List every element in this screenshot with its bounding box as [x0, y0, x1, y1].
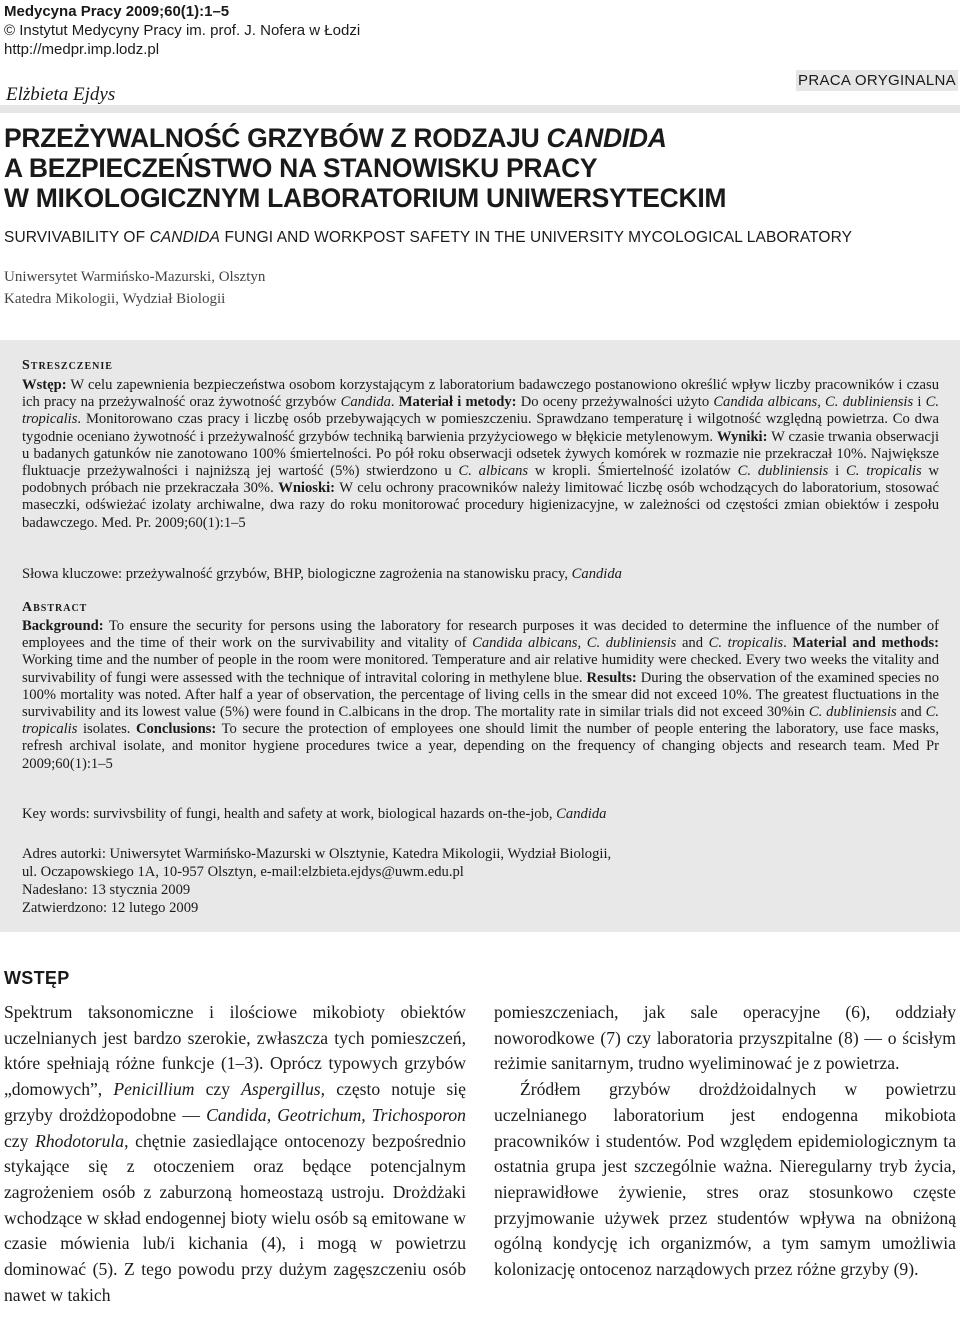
text-italic: C. tropicalis — [22, 394, 939, 428]
english-title-c: FUNGI AND WORKPOST SAFETY IN THE UNIVERSITY MYCOLOGICAL LABORATORY — [220, 229, 853, 246]
body-column-left — [4, 1000, 466, 1308]
label-wstep: Wstęp: — [22, 377, 67, 393]
label-wyniki: Wyniki: — [716, 428, 768, 445]
text-segment: i — [828, 463, 847, 480]
affiliation — [4, 266, 265, 310]
text-segment: . Monitorowano czas pracy i liczbę osób przebywających w pomieszczeniu. Sprawdzano temperaturę i wilgotność względną powietrza. Co dwa tygodnie oceniano żywotność i przeżywalność grzybów techniką barwienia przyżyciowego w błękicie metylenowym. — [22, 411, 939, 445]
text-italic: C. tropicalis — [22, 704, 939, 738]
label-background: Background: — [22, 618, 104, 634]
title-genus: CANDIDA — [546, 123, 667, 153]
journal-citation: Medycyna Pracy 2009;60(1):1–5 — [4, 3, 230, 20]
text-segment: w podobnych próbach nie przekraczała 30%. — [22, 463, 939, 497]
article-type-badge: PRACA ORYGINALNA — [796, 70, 958, 91]
paragraph: Źródłem grzybów drożdżoidalnych w powietrzu uczelnianego laboratorium jest endogenna mikobiota pracowników i studentów. Pod względem epidemiologicznym ta ostatnia grupa jest szczególnie ważna. Nieregularny tryb życia, nieprawidłowe żywienie, stres oraz stosunkowo częste przyjmowanie używek przez studentów wpływa na obniżoną ogólną kondycję ich organizmów, a tym samym umożliwia kolonizację ontocenoz narządowych przez różne grzyby (9). — [494, 1079, 956, 1280]
title-divider — [0, 105, 960, 113]
text-segment: W celu zapewnienia bezpieczeństwa osobom korzystającym z laboratorium badawczego postanowiono określić wpływ liczby pracowników i czasu ich pracy na przeżywalność oraz żywotność grzybów — [22, 377, 939, 411]
text-italic: Candida albicans, C. dubliniensis — [472, 635, 677, 652]
text-segment: . — [390, 394, 399, 411]
text-italic: C. dubliniensis — [808, 704, 897, 721]
text-segment: . — [783, 635, 793, 652]
body-column-right — [494, 1000, 956, 1283]
text-segment: w kropli. Śmiertelność izolatów — [528, 463, 738, 480]
label-methods: Material and methods: — [792, 635, 940, 652]
key-words — [22, 806, 939, 823]
text-italic: Candida — [340, 394, 391, 411]
text-italic: C. tropicalis — [846, 463, 922, 480]
text-segment: często notuje się grzyby drożdżopodobne — — [4, 1079, 466, 1125]
text-italic: Aspergillus, — [241, 1079, 326, 1100]
text-segment: Słowa kluczowe: przeżywalność grzybów, BHP, biologiczne zagrożenia na stanowisku pracy, — [22, 566, 572, 582]
received-date: Nadesłano: 13 stycznia 2009 — [22, 882, 191, 898]
affiliation-university: Uniwersytet Warmińsko-Mazurski, Olsztyn — [4, 269, 266, 285]
author-address — [22, 845, 611, 917]
text-segment: czy — [4, 1130, 36, 1151]
slowa-kluczowe — [22, 566, 939, 583]
text-italic: Penicillium — [113, 1079, 195, 1100]
text-segment: To secure the protection of employees one should limit the number of people entering the laboratory, use face masks, refresh archival isolate, and monitor hygiene procedures twice a year, depending on the frequency of changing objects and research team. Med Pr 2009;60(1):1–5 — [22, 721, 939, 772]
text-segment: Working time and the number of people in the room were monitored. Temperature and air relative humidity were checked. Every two weeks the vitality and survivability of fungi were assessed with the technique of intravital coloring in methylene blue. — [22, 652, 939, 686]
english-title — [4, 229, 852, 247]
text-segment: W czasie trwania obserwacji u badanych gatunków nie zanotowano 100% śmiertelności. Po pół roku obserwacji odsetek żywych komórek w rozmazie nie przekraczał 10%. Największe fluktuacje przeżywalności i najniższą jej wartość (5%) stwierdzono u — [22, 428, 939, 480]
text-italic: C. dubliniensis — [737, 463, 829, 480]
address-line2: ul. Oczapowskiego 1A, 10-957 Olsztyn, e-mail:elzbieta.ejdys@uwm.edu.pl — [22, 864, 464, 880]
journal-header — [4, 2, 360, 59]
text-italic: Candida albicans, C. dubliniensis — [713, 394, 914, 411]
abstract-heading: Abstract — [22, 600, 88, 615]
text-segment: W celu ochrony pracowników należy limitować liczbę osób wchodzących do laboratorium, stosować maseczki, odświeżać izolaty archiwalne, dwa razy do roku monitorować procedury higienizacyjne, w zależności od częstości zmian obiektów i zespołu badawczego. Med. Pr. 2009;60(1):1–5 — [22, 480, 939, 531]
journal-publisher: © Instytut Medycyny Pracy im. prof. J. Nofera w Łodzi — [4, 22, 361, 39]
affiliation-department: Katedra Mikologii, Wydział Biologii — [4, 291, 226, 307]
label-wnioski: Wnioski: — [278, 480, 335, 497]
title-line2: A BEZPIECZEŃSTWO NA STANOWISKU PRACY — [4, 153, 598, 183]
title-line1: PRZEŻYWALNOŚĆ GRZYBÓW Z RODZAJU — [4, 123, 547, 153]
text-segment: czy — [194, 1079, 242, 1100]
text-segment: and — [896, 704, 926, 721]
text-segment: Do oceny przeżywalności użyto — [516, 394, 714, 411]
text-segment: , chętnie zasiedlające ontocenozy bezpośrednio stykające się z otoczeniem oraz będące potencjalnym zagrożeniem osób z zaburzoną homeostazą ustroju. Drożdżaki wchodzące w skład endogennej bioty wielu osób są emitowane w czasie mówienia lub/i kichania (4), i mogą w powietrzu dominować (5). Z tego powodu przy dużym zagęszczeniu osób nawet w takich — [4, 1130, 466, 1305]
text-segment: i — [913, 394, 926, 411]
text-segment: and — [676, 635, 709, 652]
label-material: Materiał i metody: — [398, 394, 517, 411]
text-italic: C. tropicalis — [708, 635, 784, 652]
accepted-date: Zatwierdzono: 12 lutego 2009 — [22, 900, 199, 916]
text-segment: During the observation of the examined species no 100% mortality was noted. After half a year of observation, the percentage of living cells in the smear did not exceed 10%. The greatest fluctuations in the survivability and its lowest value (5%) were found in C.albicans in the drop. The mortality rate in similar trials did not exceed 30%in — [22, 669, 939, 721]
title-line3: W MIKOLOGICZNYM LABORATORIUM UNIWERSYTECKIM — [4, 183, 727, 213]
text-italic: Rhodotorula — [35, 1130, 125, 1151]
text-italic: C. albicans — [458, 463, 529, 480]
english-title-a: SURVIVABILITY OF — [4, 229, 150, 246]
text-segment: Spektrum taksonomiczne i ilościowe mikobioty obiektów uczelnianych jest bardzo szerokie, zwłaszcza tych pomieszczeń, które spełniają różne funkcje (1–3). Oprócz typowych grzybów „domowych”, — [4, 1002, 466, 1100]
text-italic: Candida — [556, 806, 607, 822]
author-name: Elżbieta Ejdys — [6, 84, 116, 105]
section-heading-wstep: WSTĘP — [4, 968, 70, 988]
text-segment: Key words: survivsbility of fungi, health and safety at work, biological hazards on-the-job, — [22, 806, 557, 822]
abstract-text — [22, 618, 939, 773]
text-segment: isolates. — [77, 721, 136, 738]
paragraph: pomieszczeniach, jak sale operacyjne (6), oddziały noworodkowe (7) czy laboratoria przyszpitalne (8) — o ścisłym reżimie sanitarnym, trudno wyeliminować je z powietrza. — [494, 1002, 956, 1074]
streszczenie-heading: Streszczenie — [22, 358, 113, 373]
text-italic: Candida, Geotrichum, Trichosporon — [206, 1104, 466, 1125]
english-title-genus: CANDIDA — [149, 229, 221, 246]
text-segment: To ensure the security for persons using the laboratory for research purposes it was decided to determine the influence of the number of employees and the time of their work on the survivability and vitality of — [22, 618, 939, 652]
label-conclusions: Conclusions: — [135, 721, 217, 738]
streszczenie-text — [22, 377, 939, 532]
journal-url[interactable]: http://medpr.imp.lodz.pl — [4, 41, 160, 58]
address-line1: Adres autorki: Uniwersytet Warmińsko-Mazurski w Olsztynie, Katedra Mikologii, Wydział Biologii, — [22, 846, 612, 862]
article-title — [4, 123, 954, 213]
text-italic: Candida — [571, 566, 622, 582]
label-results: Results: — [586, 669, 637, 686]
